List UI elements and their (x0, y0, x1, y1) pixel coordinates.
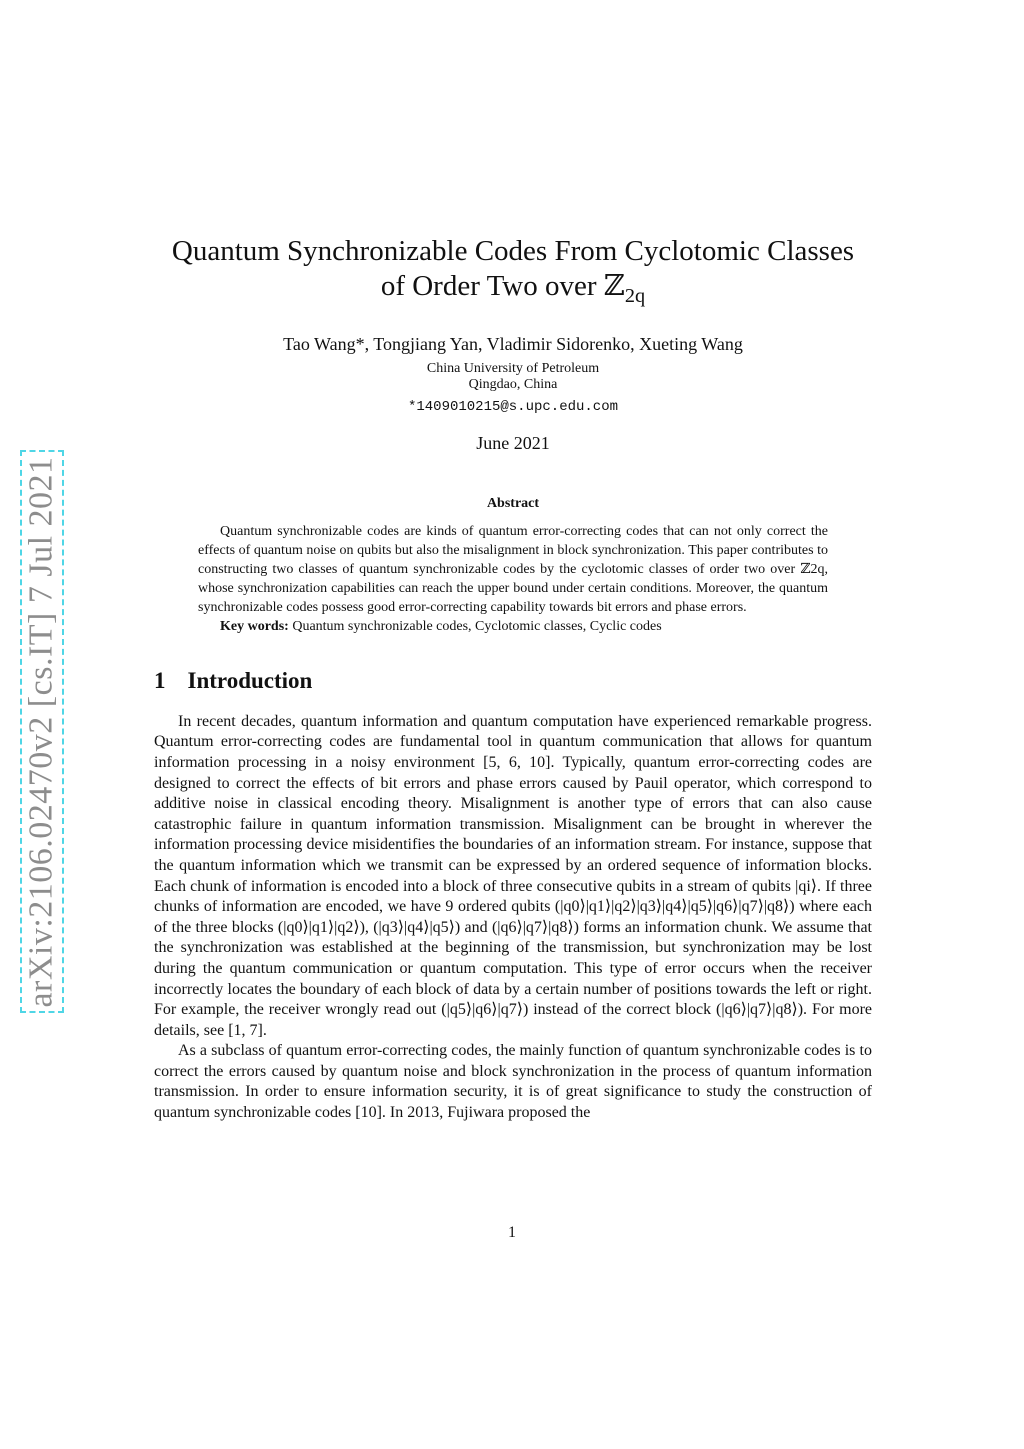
section-number: 1 (154, 667, 166, 693)
publication-date: June 2021 (476, 432, 550, 453)
arxiv-stamp-text: arXiv:2106.02470v2 [cs.IT] 7 Jul 2021 (23, 455, 61, 1008)
affiliation (154, 361, 872, 393)
author-email: *1409010215@s.upc.edu.com (407, 398, 619, 415)
section-title-text: Introduction (187, 667, 313, 693)
body-text (154, 712, 872, 1124)
paper-page (154, 234, 872, 1124)
keywords-label: Key words: (220, 618, 289, 634)
paper-title (154, 234, 872, 314)
affiliation-line-1: China University of Petroleum (426, 360, 600, 376)
paragraph-1: In recent decades, quantum information and quantum computation have experienced remarkable progress. Quantum error-correcting codes are fundamental tool in quantum communication that allows for quantum information processing in a noisy environment [5, 6, 10]. Typically, quantum error-correcting codes are designed to correct the effects of bit errors and phase errors caused by Pauil operator, which correspond to additive noise in classical encoding theory. Misalignment is another type of errors that can also cause catastrophic failure in quantum information transmission. Misalignment can be brought in wherever the information processing device misidentifies the boundaries of an information stream. For instance, suppose that the quantum information which we transmit can be expressed by an ordered sequence of information blocks. Each chunk of information is encoded into a block of three consecutive qubits in a stream of qubits |qi⟩. If three chunks of information are encoded, we have 9 ordered qubits (|q0⟩|q1⟩|q2⟩|q3⟩|q4⟩|q5⟩|q6⟩|q7⟩|q8⟩) where each of the three blocks (|q0⟩|q1⟩|q2⟩), (|q3⟩|q4⟩|q5⟩) and (|q6⟩|q7⟩|q8⟩) forms an information chunk. We assume that the synchronization was established at the beginning of the transmission, but synchronization may be lost during the quantum communication or quantum computation. This type of error occurs when the receiver incorrectly locates the boundary of each block of data by a certain number of positions towards the left or right. For example, the receiver wrongly read out (|q5⟩|q6⟩|q7⟩) instead of the correct block (|q6⟩|q7⟩|q8⟩). For more details, see [1, 7]. (154, 712, 872, 1039)
section-heading (154, 668, 872, 694)
keywords-text: Quantum synchronizable codes, Cyclotomic classes, Cyclic codes (292, 618, 662, 634)
abstract-heading: Abstract (486, 495, 540, 511)
affiliation-line-2: Qingdao, China (468, 376, 558, 392)
paragraph-2: As a subclass of quantum error-correcting codes, the mainly function of quantum synchronizable codes is to correct the errors caused by quantum noise and block synchronization in the process of quantum information transmission. In order to ensure information security, it is of great significance to study the construction of quantum synchronizable codes [10]. In 2013, Fujiwara proposed the (154, 1042, 872, 1122)
page-number: 1 (508, 1224, 516, 1241)
title-subscript: 2q (624, 284, 646, 307)
abstract-block (198, 522, 828, 617)
arxiv-side-stamp (20, 450, 64, 1013)
abstract-text: Quantum synchronizable codes are kinds of quantum error-correcting codes that can not only correct the effects of quantum noise on qubits but also the misalignment in block synchronization. This paper contributes to constructing two classes of quantum synchronizable codes by the cyclotomic classes of order two over ℤ2q, whose synchronization capabilities can reach the upper bound under certain conditions. Moreover, the quantum synchronizable codes possess good error-correcting capability towards bit errors and phase errors. (198, 523, 828, 615)
title-line-1: Quantum Synchronizable Codes From Cyclotomic Classes (171, 235, 855, 267)
author-list: Tao Wang*, Tongjiang Yan, Vladimir Sidorenko, Xueting Wang (283, 333, 743, 354)
keywords-line (198, 617, 828, 636)
title-line-2: of Order Two over ℤ (380, 270, 625, 302)
